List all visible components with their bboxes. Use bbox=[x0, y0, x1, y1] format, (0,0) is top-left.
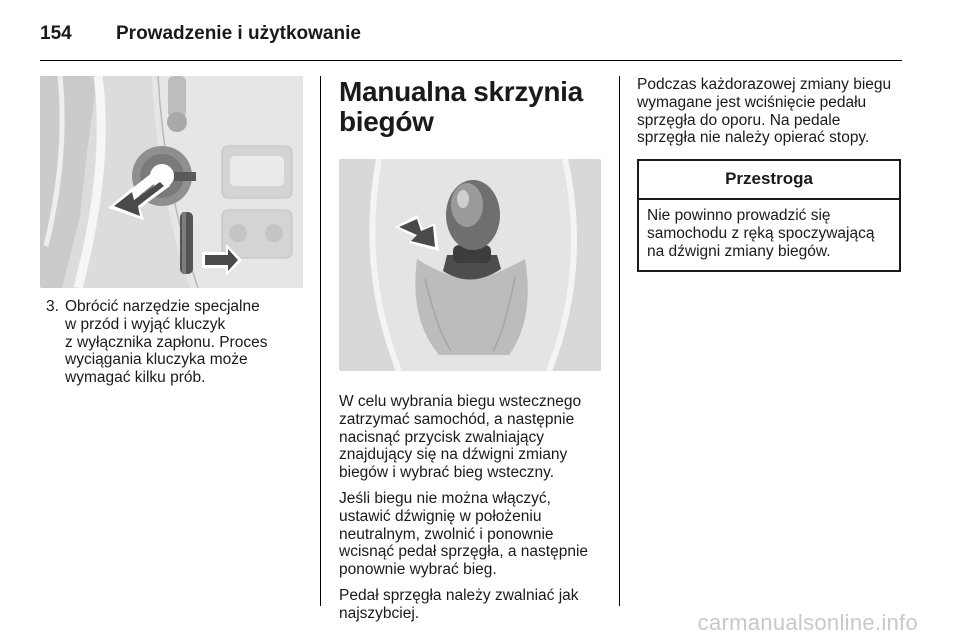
text-line: wymagane jest wciśnięcie pedału bbox=[637, 93, 867, 111]
watermark: carmanualsonline.info bbox=[697, 610, 918, 635]
section-title-line: biegów bbox=[339, 106, 434, 137]
paragraph-gear-not-engaging bbox=[339, 490, 601, 579]
text-line: sprzęgła do oporu. Na pedale bbox=[637, 111, 841, 129]
step-line: w przód i wyjąć kluczyk bbox=[65, 315, 226, 333]
text-line: zatrzymać samochód, a następnie bbox=[339, 410, 575, 428]
text-line: Nie powinno prowadzić się bbox=[647, 207, 831, 225]
right-column bbox=[637, 76, 901, 272]
text-line: sprzęgła nie należy opierać stopy. bbox=[637, 129, 870, 147]
page-title: Prowadzenie i użytkowanie bbox=[116, 23, 361, 44]
section-title bbox=[339, 77, 601, 137]
text-line: Pedał sprzęgła należy zwalniać jak bbox=[339, 586, 579, 604]
caution-title: Przestroga bbox=[639, 161, 899, 200]
text-line: nacisnąć przycisk zwalniający bbox=[339, 428, 545, 446]
left-column bbox=[40, 76, 303, 387]
middle-column bbox=[339, 76, 601, 623]
paragraph-clutch-usage bbox=[637, 76, 901, 147]
ignition-key-removal-illustration bbox=[40, 76, 303, 288]
ignition-illustration-svg bbox=[40, 76, 303, 288]
step-line: wyciągania kluczyka może bbox=[65, 351, 248, 369]
caution-box bbox=[637, 159, 901, 271]
text-line: samochodu z ręką spoczywającą bbox=[647, 224, 875, 242]
step-line: Obrócić narzędzie specjalne bbox=[65, 298, 260, 315]
text-line: na dźwigni zmiany biegów. bbox=[647, 242, 831, 260]
gear-shift-svg bbox=[339, 159, 601, 371]
column-divider bbox=[320, 76, 321, 606]
paragraph-reverse-gear bbox=[339, 393, 601, 482]
page-number: 154 bbox=[40, 23, 72, 44]
text-line: ponownie wybrać bieg. bbox=[339, 561, 497, 579]
page-header bbox=[40, 14, 361, 54]
section-title-line: Manualna skrzynia bbox=[339, 76, 583, 107]
text-line: ustawić dźwignię w położeniu bbox=[339, 507, 542, 525]
step-line: z wyłącznika zapłonu. Proces bbox=[65, 333, 268, 351]
text-line: neutralnym, zwolnić i ponownie bbox=[339, 525, 554, 543]
header-rule bbox=[40, 60, 902, 61]
step-line: wymagać kilku prób. bbox=[65, 369, 206, 387]
caution-text bbox=[639, 200, 899, 269]
gear-shift-knob-illustration bbox=[339, 159, 601, 371]
text-line: Podczas każdorazowej zmiany biegu bbox=[637, 76, 892, 93]
text-line: Jeśli biegu nie można włączyć, bbox=[339, 489, 551, 507]
text-line: wcisnąć pedał sprzęgła, a następnie bbox=[339, 543, 589, 561]
step-number: 3. bbox=[46, 298, 59, 315]
text-line: znajdujący się na dźwigni zmiany bbox=[339, 446, 568, 464]
text-line: najszybciej. bbox=[339, 604, 420, 622]
text-line: biegów i wybrać bieg wsteczny. bbox=[339, 464, 555, 482]
paragraph-clutch-release bbox=[339, 587, 601, 623]
step-3 bbox=[46, 298, 302, 387]
text-line: W celu wybrania biegu wstecznego bbox=[339, 393, 582, 410]
column-divider bbox=[619, 76, 620, 606]
